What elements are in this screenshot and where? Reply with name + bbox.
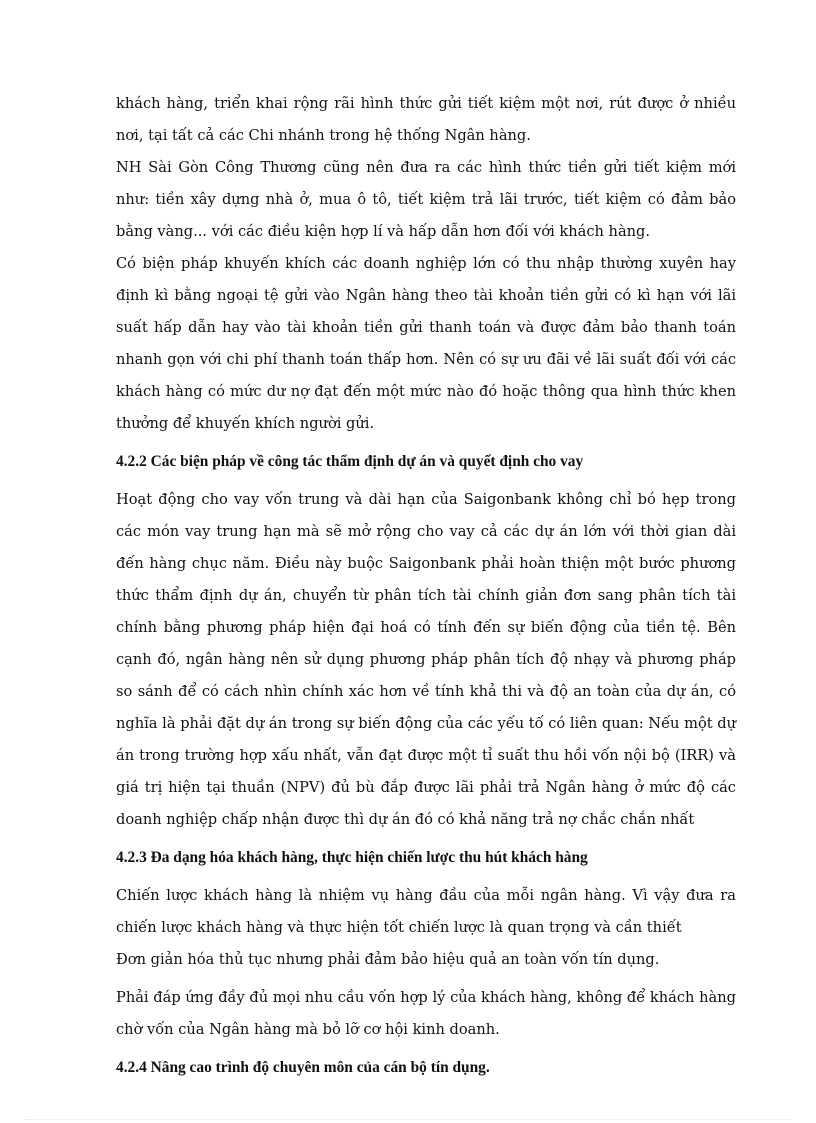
page-body — [116, 88, 736, 1090]
paragraph-meet-capital-needs: Phải đáp ứng đầy đủ mọi nhu cầu vốn hợp lý của khách hàng, không để khách hàng chờ vốn của Ngân hàng mà bỏ lỡ cơ hội kinh doanh. — [116, 989, 736, 1038]
paragraph-project-appraisal: Hoạt động cho vay vốn trung và dài hạn của Saigonbank không chỉ bó hẹp trong các món vay trung hạn mà sẽ mở rộng cho vay cả các dự án lớn với thời gian dài đến hàng chục năm. Điều này buộc Saigonbank phải hoàn thiện một bước phương thức thẩm định dự án, chuyển từ phân tích tài chính giản đơn sang phân tích tài chính bằng phương pháp hiện đại hoá có tính đến sự biến động của tiền tệ. Bên cạnh đó, ngân hàng nên sử dụng phương pháp phân tích độ nhạy và phương pháp so sánh để có cách nhìn chính xác hơn về tính khả thi và độ an toàn của dự án, có nghĩa là phải đặt dự án trong sự biến động của các yếu tố có liên quan: Nếu một dự án trong trường hợp xấu nhất, vẫn đạt được một tỉ suất thu hồi vốn nội bộ (IRR) và giá trị hiện tại thuần (NPV) đủ bù đắp được lãi phải trả Ngân hàng ở mức độ các doanh nghiệp chấp nhận được thì dự án đó có khả năng trả nợ chắc chắn nhất — [116, 491, 736, 828]
section-heading-4-2-4: 4.2.4 Nâng cao trình độ chuyên môn của cán bộ tín dụng. — [116, 1059, 490, 1076]
section-heading-4-2-2: 4.2.2 Các biện pháp về công tác thẩm định dự án và quyết định cho vay — [116, 453, 584, 470]
page-bottom-divider — [24, 1119, 792, 1120]
paragraph-enterprise-incentives: Có biện pháp khuyến khích các doanh nghiệp lớn có thu nhập thường xuyên hay định kì bằng ngoại tệ gửi vào Ngân hàng theo tài khoản tiền gửi có kì hạn với lãi suất hấp dẫn hay vào tài khoản tiền gửi thanh toán và được đảm bảo thanh toán nhanh gọn với chi phí thanh toán thấp hơn. Nên có sự ưu đãi về lãi suất đối với các khách hàng có mức dư nợ đạt đến một mức nào đó hoặc thông qua hình thức khen thưởng để khuyến khích người gửi. — [116, 255, 736, 432]
paragraph-savings-network: khách hàng, triển khai rộng rãi hình thức gửi tiết kiệm một nơi, rút được ở nhiều nơi, tại tất cả các Chi nhánh trong hệ thống Ngân hàng. — [116, 95, 736, 144]
section-heading-4-2-3: 4.2.3 Đa dạng hóa khách hàng, thực hiện chiến lược thu hút khách hàng — [116, 849, 588, 866]
paragraph-customer-strategy: Chiến lược khách hàng là nhiệm vụ hàng đầu của mỗi ngân hàng. Vì vậy đưa ra chiến lược khách hàng và thực hiện tốt chiến lược là quan trọng và cần thiết — [116, 887, 736, 936]
paragraph-new-savings-products: NH Sài Gòn Công Thương cũng nên đưa ra các hình thức tiền gửi tiết kiệm mới như: tiền xây dựng nhà ở, mua ô tô, tiết kiệm trả lãi trước, tiết kiệm có đảm bảo bằng vàng... với các điều kiện hợp lí và hấp dẫn hơn đối với khách hàng. — [116, 159, 736, 240]
paragraph-simplify-procedures: Đơn giản hóa thủ tục nhưng phải đảm bảo hiệu quả an toàn vốn tín dụng. — [116, 951, 660, 968]
